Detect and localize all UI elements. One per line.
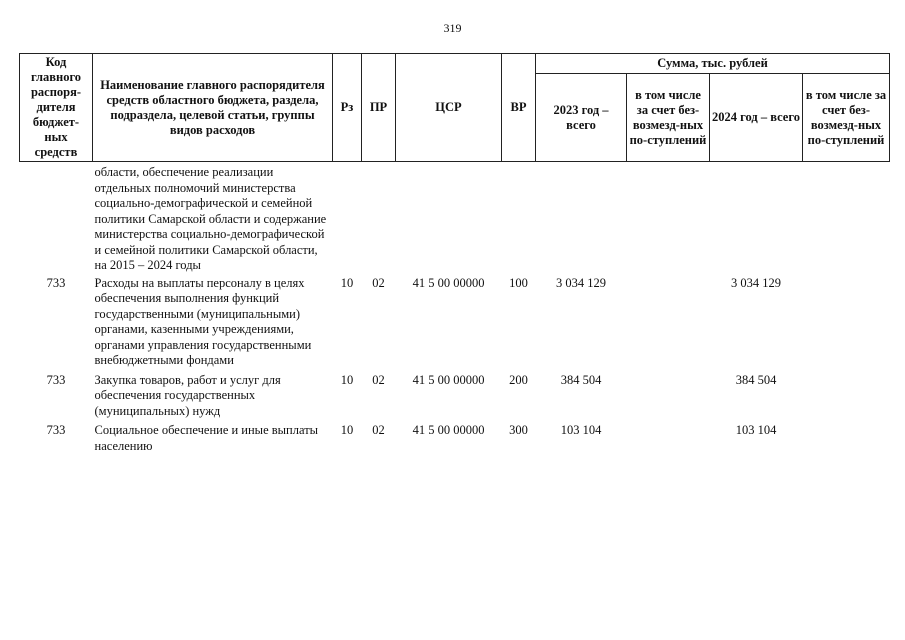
cell-code: 733 — [46, 423, 66, 437]
cell-pr: 02 — [372, 423, 385, 437]
header-csr: ЦСР — [396, 54, 502, 162]
cell-pr — [362, 162, 396, 276]
budget-table — [19, 53, 890, 458]
cell-rz — [333, 162, 362, 276]
cell-2024-free — [803, 373, 890, 424]
cell-2024-total: 384 504 — [735, 372, 777, 387]
header-sum: Сумма, тыс. рублей — [536, 54, 890, 74]
cell-name: Расходы на выплаты персоналу в целях обеспечения выполнения функций государственными (муниципальными) органами, казенными учреждениями, органами управления государственными внебюджетными фондами — [94, 275, 312, 367]
cell-vr: 300 — [509, 423, 528, 437]
cell-2023-total — [536, 162, 627, 276]
cell-csr: 41 5 00 00000 — [412, 423, 485, 437]
cell-rz: 10 — [340, 275, 354, 290]
table-row — [20, 373, 890, 424]
header-2024-free: в том числе за счет без-возмезд-ных по-ступлений — [803, 74, 890, 162]
header-2024-total: 2024 год – всего — [710, 74, 803, 162]
table-row — [20, 423, 890, 458]
cell-name: Закупка товаров, работ и услуг для обеспечения государственных (муниципальных) нужд — [94, 372, 281, 418]
cell-pr: 02 — [372, 275, 385, 290]
cell-2023-free — [627, 276, 710, 373]
cell-2024-total — [710, 162, 803, 276]
cell-vr: 200 — [509, 372, 528, 387]
cell-csr: 41 5 00 00000 — [412, 372, 485, 387]
cell-name: области, обеспечение реализации отдельных полномочий министерства социально-демографической и семейной политики Самарской области и содержание министерства социально-демографической и семейной политики Самарской области, на 2015 – 2024 годы — [94, 165, 327, 272]
cell-code: 733 — [46, 372, 66, 387]
table-row — [20, 276, 890, 373]
header-row-top — [20, 54, 890, 74]
header-pr: ПР — [362, 54, 396, 162]
cell-rz: 10 — [340, 423, 354, 437]
cell-vr — [502, 162, 536, 276]
cell-pr: 02 — [372, 372, 385, 387]
cell-rz: 10 — [340, 372, 354, 387]
cell-csr — [396, 162, 502, 276]
cell-name: Социальное обеспечение и иные выплаты населению — [94, 423, 319, 453]
cell-2024-total: 103 104 — [735, 423, 777, 437]
cell-csr: 41 5 00 00000 — [412, 275, 485, 290]
cell-2023-free — [627, 423, 710, 458]
cell-2024-free — [803, 276, 890, 373]
cell-2024-total: 3 034 129 — [731, 275, 781, 290]
cell-vr: 100 — [509, 275, 528, 290]
page-number: 319 — [443, 21, 462, 35]
cell-2023-total: 384 504 — [560, 372, 602, 387]
header-name: Наименование главного распорядителя средств областного бюджета, раздела, подраздела, целевой статьи, группы видов расходов — [93, 54, 333, 162]
cell-code: 733 — [46, 275, 66, 290]
header-vr: ВР — [502, 54, 536, 162]
cell-2023-free — [627, 162, 710, 276]
header-2023-total: 2023 год – всего — [536, 74, 627, 162]
cell-2024-free — [803, 423, 890, 458]
table-row — [20, 162, 890, 276]
cell-2023-total: 3 034 129 — [556, 275, 606, 290]
header-rz: Рз — [333, 54, 362, 162]
cell-2023-total: 103 104 — [560, 423, 602, 437]
cell-code — [20, 162, 93, 276]
cell-2024-free — [803, 162, 890, 276]
header-code: Код главного распоря-дителя бюджет-ных средств — [20, 54, 93, 162]
cell-2023-free — [627, 373, 710, 424]
header-2023-free: в том числе за счет без-возмезд-ных по-ступлений — [627, 74, 710, 162]
